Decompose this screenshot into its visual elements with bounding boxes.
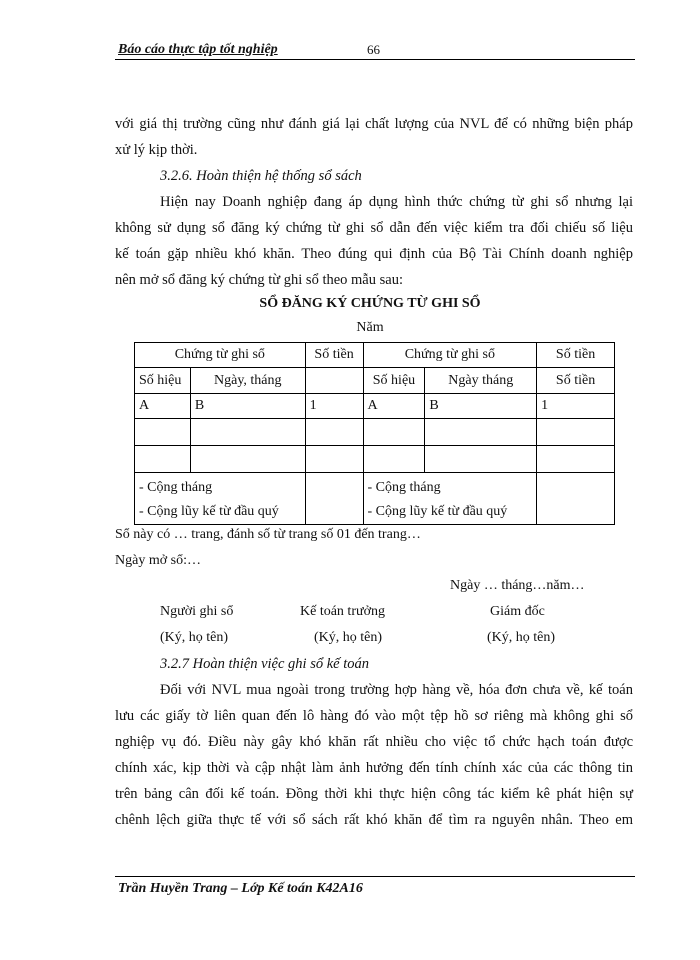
body-line: chính xác, kịp thời và cập nhật làm ảnh hưởng đến tính chính xác của các thông tin bbox=[115, 760, 633, 776]
signature-role: Người ghi sổ bbox=[160, 604, 234, 619]
header-cell: Ngày, tháng bbox=[190, 368, 305, 394]
body-line: Đối với NVL mua ngoài trong trường hợp hàng về, hóa đơn chưa về, kế toán bbox=[160, 682, 633, 698]
body-line: kế toán gặp nhiều khó khăn. Theo đúng qui định của Bộ Tài Chính doanh nghiệp bbox=[115, 246, 633, 262]
table-row bbox=[135, 446, 615, 473]
signature-note: (Ký, họ tên) bbox=[314, 630, 383, 645]
body-line: xử lý kịp thời. bbox=[115, 142, 198, 158]
summary-cell-right bbox=[363, 473, 537, 525]
summary-cell-left bbox=[135, 473, 306, 525]
header-cell: Số hiệu bbox=[363, 368, 425, 394]
body-line: Ngày mở sổ:… bbox=[115, 553, 201, 568]
table-cell bbox=[537, 473, 615, 525]
summary-quarter: - Cộng lũy kế từ đầu quý bbox=[367, 504, 508, 519]
table-cell bbox=[305, 473, 363, 525]
summary-month: - Cộng tháng bbox=[367, 480, 441, 495]
table-cell: 1 bbox=[305, 394, 363, 419]
page-footer bbox=[115, 876, 635, 896]
section-heading-327: 3.2.7 Hoàn thiện việc ghi sổ kế toán bbox=[160, 656, 369, 672]
signature-note: (Ký, họ tên) bbox=[160, 630, 229, 645]
form-year: Năm bbox=[356, 320, 384, 335]
signature-role: Kế toán trưởng bbox=[300, 604, 385, 619]
section-heading-326: 3.2.6. Hoàn thiện hệ thống sổ sách bbox=[160, 168, 362, 184]
signature-note: (Ký, họ tên) bbox=[487, 630, 556, 645]
header-cell: Ngày tháng bbox=[425, 368, 537, 394]
date-line: Ngày … tháng…năm… bbox=[450, 578, 585, 593]
header-cell: Số hiệu bbox=[135, 368, 191, 394]
body-line: trên bảng cân đối kế toán. Đồng thời khi thực hiện công tác kiểm kê phát hiện sự bbox=[115, 786, 633, 802]
register-table bbox=[134, 342, 615, 525]
body-line: không sử dụng sổ đăng ký chứng từ ghi sổ dẫn đến việc kiểm tra đối chiếu số liệu bbox=[115, 220, 633, 236]
body-line: chênh lệch giữa thực tế với sổ sách rất khó khăn để tìm ra nguyên nhân. Theo em bbox=[115, 812, 633, 828]
header-cell: Số tiền bbox=[537, 343, 615, 368]
table-cell: 1 bbox=[537, 394, 615, 419]
table-cell: B bbox=[425, 394, 537, 419]
body-line: nghiệp vụ đó. Điều này gây khó khăn rất nhiều cho việc tổ chức hạch toán được bbox=[115, 734, 633, 750]
footer-text: Trần Huyền Trang – Lớp Kế toán K42A16 bbox=[118, 881, 363, 896]
table-cell: A bbox=[135, 394, 191, 419]
header-title: Báo cáo thực tập tốt nghiệp bbox=[118, 42, 278, 57]
header-cell: Số tiền bbox=[537, 368, 615, 394]
page-header bbox=[115, 40, 635, 60]
header-cell bbox=[305, 368, 363, 394]
header-cell: Số tiền bbox=[305, 343, 363, 368]
body-line: với giá thị trường cũng như đánh giá lại chất lượng của NVL để có những biện pháp bbox=[115, 116, 633, 132]
form-title: SỔ ĐĂNG KÝ CHỨNG TỪ GHI SỔ bbox=[259, 296, 481, 311]
page-number: 66 bbox=[367, 42, 380, 57]
body-line: nên mở sổ đăng ký chứng từ ghi sổ theo mẫu sau: bbox=[115, 272, 403, 288]
table-cell: A bbox=[363, 394, 425, 419]
summary-quarter: - Cộng lũy kế từ đầu quý bbox=[139, 504, 279, 519]
header-cell: Chứng từ ghi sổ bbox=[135, 343, 306, 368]
summary-month: - Cộng tháng bbox=[139, 480, 213, 495]
body-line: Sổ này có … trang, đánh số từ trang số 01 đến trang… bbox=[115, 527, 421, 542]
table-cell: B bbox=[190, 394, 305, 419]
body-line: lưu các giấy tờ liên quan đến lô hàng đó vào một tệp hồ sơ riêng mà không ghi sổ bbox=[115, 708, 633, 724]
table-row bbox=[135, 419, 615, 446]
signature-role: Giám đốc bbox=[490, 604, 545, 619]
body-line: Hiện nay Doanh nghiệp đang áp dụng hình thức chứng từ ghi sổ nhưng lại bbox=[160, 194, 633, 210]
header-cell: Chứng từ ghi sổ bbox=[363, 343, 537, 368]
